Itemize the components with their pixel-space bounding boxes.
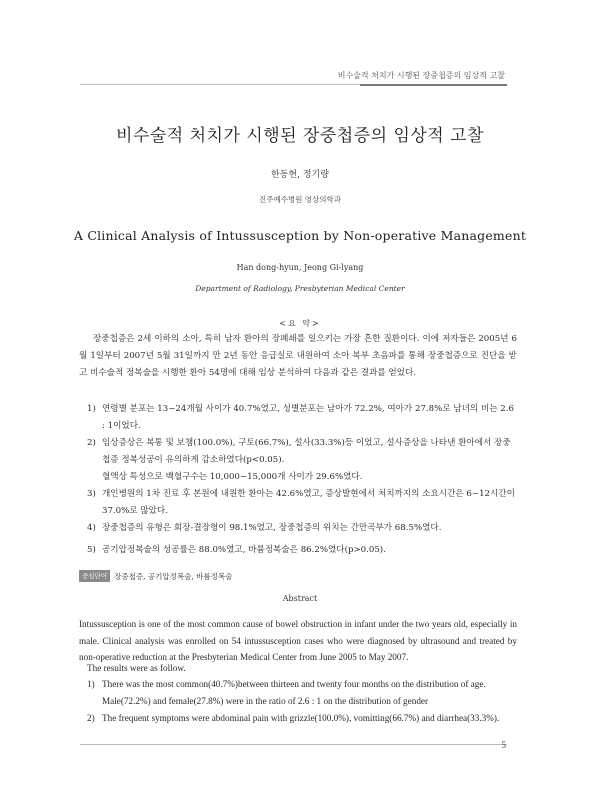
list-item-text: 임상증상은 복통 및 보챔(100.0%), 구토(66.7%), 설사(33.3%)등 이었고, 설사증상을 나타낸 환아에서 장중첩증 정복성공이 유의하게 감소하였다(p<0.05). [102,438,511,465]
abstract-korean-intro: 장중첩증은 2세 이하의 소아, 특히 남자 환아의 장폐쇄를 일으키는 가장 흔한 질환이다. 이에 저자들은 2005년 6월 1일부터 2007년 5월 31일까지 만 2년 동안 응급실로 내원하여 소아 복부 초음파를 통해 장중첩증으로 진단을 받고 비수술적 정복술을 시행한 환아 54명에 대해 임상 분석하여 다음과 같은 결과를 얻었다. [79,334,517,378]
list-item [87,486,517,520]
page-number: 5 [501,740,506,750]
keywords-text: 장중첩증, 공기압정복술, 바륨정복술 [114,571,233,581]
running-header: 비수술적 처치가 시행된 장중첩증의 임상적 고찰 [337,71,505,80]
list-item [87,435,517,486]
list-item-number: 3) [87,489,96,499]
list-item-number: 5) [87,545,96,555]
list-item-text: 공기압정복술의 성공률은 88.0%였고, 바륨정복술은 86.2%였다(p>0.05). [102,545,386,555]
footer-rule [80,744,507,745]
affiliation-korean: 진주예수병원 영상의학과 [258,195,342,204]
list-item-text: 연령별 분포는 13~24개월 사이가 40.7%였고, 성별분포는 남아가 72.2%, 여아가 27.8%로 남녀의 비는 2.6 : 1이었다. [102,404,514,431]
list-item-number: 4) [87,523,96,533]
authors-english: Han dong-hyun, Jeong Gi-lyang [236,263,364,272]
list-item-number: 2) [87,713,95,723]
abstract-korean-heading: <요 약> [279,319,321,328]
title-korean: 비수술적 처치가 시행된 장중첩증의 임상적 고찰 [116,126,484,146]
header-rule-accent [360,84,507,86]
list-item [87,676,519,709]
keywords [79,570,232,582]
title-english: A Clinical Analysis of Intussusception by Non-operative Management [73,228,527,243]
abstract-english-heading: Abstract [282,594,318,603]
list-item-text: 개인병원의 1차 진료 후 본원에 내원한 환아는 42.6%였고, 증상발현에서 처치까지의 소요시간은 6~12시간이 37.0%로 많았다. [102,489,515,516]
authors-korean: 한동현, 정기량 [271,170,329,180]
list-item-number: 1) [87,679,95,689]
list-item [87,710,519,727]
list-item-text-continued: 혈액상 특성으로 백혈구수는 10,000~15,000개 사이가 29.6%였다. [102,472,363,482]
list-item [87,401,517,435]
abstract-english-body: Intussusception is one of the most common cause of bowel obstruction in infant under the two years old, especially in male. Clinical analysis was enrolled on 54 intussusception cases who were diagnosed by ultrasound and treated by non-operative reduction at the Presbyterian Medical Center from June 2005 to May 2007. [79,619,517,662]
keywords-label: 중심단어 [79,570,110,582]
affiliation-english: Department of Radiology, Presbyterian Medical Center [195,284,405,293]
list-item-text: 장중첩증의 유형은 회장-결장형이 98.1%였고, 장중첩증의 위치는 간만곡부가 68.5%였다. [102,523,442,533]
results-intro: The results were as follow. [87,663,186,673]
list-item-number: 2) [87,438,96,448]
list-item-text: There was the most common(40.7%)between thirteen and twenty four months on the distribution of age. Male(72.2%) and female(27.8%) were in the ratio of 2.6 : 1 on the distribution of gender [102,679,486,706]
list-item [87,520,517,537]
list-item [87,542,517,559]
list-item-text: The frequent symptoms were abdominal pain with grizzle(100.0%), vomitting(66.7%) and diarrhea(33.3%). [102,713,500,723]
list-item-number: 1) [87,404,96,414]
